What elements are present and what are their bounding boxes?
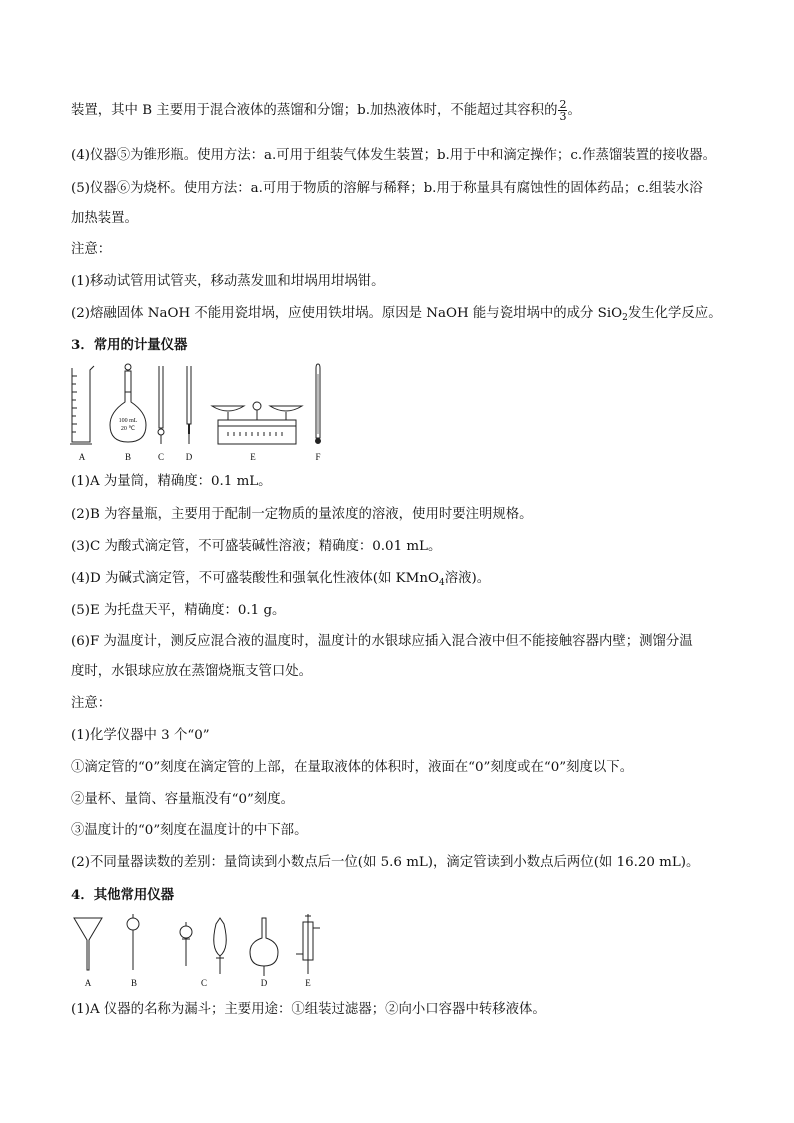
figure-label-a: A — [78, 452, 86, 462]
paragraph-line — [71, 99, 581, 122]
figure-label-b: B — [124, 452, 132, 462]
paragraph-line: (5)仪器⑥为烧杯。使用方法：a.可用于物质的溶解与稀释；b.用于称量具有腐蚀性的固体药品；c.组装水浴 — [71, 181, 703, 196]
spherical-separatory-funnel — [180, 926, 192, 938]
text-span: 。 — [567, 103, 581, 118]
fraction-numerator: 2 — [559, 98, 567, 111]
balance-pointer-head — [253, 402, 261, 410]
graduated-cylinder-body — [72, 366, 94, 442]
note-heading: 注意： — [71, 242, 112, 257]
paragraph-line: (1)A 为量筒，精确度：0.1 mL。 — [71, 474, 272, 489]
acid-burette-tube — [159, 366, 163, 428]
flask-volume-label: 100 mL — [118, 418, 138, 424]
balance-left-pan — [212, 406, 244, 411]
fraction-denominator: 3 — [559, 110, 567, 123]
base-burette-tube — [187, 366, 191, 424]
distillation-flask — [250, 918, 278, 966]
volumetric-flask-stopper — [125, 364, 131, 370]
figure-label-e: E — [305, 978, 311, 988]
figure-label-a: A — [84, 978, 92, 988]
paragraph-line: 加热装置。 — [71, 211, 138, 226]
figure-label-b: B — [130, 978, 138, 988]
paragraph-line: (2)不同量器读数的差别：量筒读到小数点后一位(如 5.6 mL)，滴定管读到小数点后两位(如 16.20 mL)。 — [71, 855, 700, 870]
text-span: 发生化学反应。 — [627, 306, 722, 321]
thermometer-bulb — [316, 439, 321, 444]
paragraph-line: 度时，水银球应放在蒸馏烧瓶支管口处。 — [71, 664, 313, 679]
figure-label-e: E — [250, 452, 256, 462]
section-heading: 3．常用的计量仪器 — [71, 337, 188, 353]
measuring-instruments-svg — [68, 362, 338, 466]
paragraph-line: (2)B 为容量瓶，主要用于配制一定物质的量浓度的溶液，使用时要注明规格。 — [71, 507, 533, 522]
paragraph-line: (1)移动试管用试管夹，移动蒸发皿和坩埚用坩埚钳。 — [71, 274, 385, 289]
flask-temperature-label: 20 ℃ — [120, 426, 136, 432]
acid-burette-stopcock — [158, 429, 164, 435]
paragraph-line: (5)E 为托盘天平，精确度：0.1 g。 — [71, 603, 286, 618]
paragraph-line — [71, 570, 490, 592]
figure-label-c: C — [200, 978, 208, 988]
note-heading: 注意： — [71, 696, 112, 711]
paragraph-line: ①滴定管的“0”刻度在滴定管的上部，在量取液体的体积时，液面在“0”刻度或在“0”刻度以下。 — [71, 760, 634, 775]
balance-scale-ticks — [228, 432, 282, 436]
paragraph-line: ②量杯、量筒、容量瓶没有“0”刻度。 — [71, 792, 295, 807]
pear-separatory-funnel — [214, 918, 227, 956]
balance-right-pan — [270, 406, 302, 411]
bulb-funnel-body — [127, 918, 139, 930]
text-span: (2)熔融固体 NaOH 不能用瓷坩埚，应使用铁坩埚。原因是 NaOH 能与瓷坩埚中的成分 SiO — [71, 306, 623, 321]
subscript: 2 — [622, 313, 628, 323]
other-instruments-svg — [70, 912, 350, 992]
balance-base — [218, 420, 296, 444]
other-instruments-figure — [70, 912, 350, 992]
figure-label-f: F — [315, 452, 321, 462]
text-span: (4)D 为碱式滴定管，不可盛装酸性和强氧化性液体(如 KMnO — [71, 571, 439, 586]
figure-label-c: C — [157, 452, 165, 462]
text-span: 装置，其中 B 主要用于混合液体的蒸馏和分馏；b.加热液体时，不能超过其容积的 — [71, 103, 558, 118]
text-span: 溶液)。 — [444, 571, 491, 586]
paragraph-line: (4)仪器⑤为锥形瓶。使用方法：a.可用于组装气体发生装置；b.用于中和滴定操作；c.作蒸馏装置的接收器。 — [71, 148, 716, 163]
section-heading: 4．其他常用仪器 — [71, 887, 175, 903]
measuring-instruments-figure — [68, 362, 338, 466]
paragraph-line: (3)C 为酸式滴定管，不可盛装碱性溶液；精确度：0.01 mL。 — [71, 539, 442, 554]
figure-label-d: D — [260, 978, 268, 988]
paragraph-line: (6)F 为温度计，测反应混合液的温度时，温度计的水银球应插入混合液中但不能接触容器内壁；测馏分温 — [71, 634, 693, 649]
paragraph-line: (1)A 仪器的名称为漏斗；主要用途：①组装过滤器；②向小口容器中转移液体。 — [71, 1002, 546, 1017]
paragraph-line: (1)化学仪器中 3 个“0” — [71, 728, 210, 743]
funnel-shape — [74, 918, 102, 970]
subscript: 4 — [438, 578, 445, 588]
graduated-cylinder-ticks — [72, 376, 77, 432]
figure-label-d: D — [185, 452, 193, 462]
paragraph-line — [71, 305, 722, 327]
paragraph-line: ③温度计的“0”刻度在温度计的中下部。 — [71, 823, 308, 838]
